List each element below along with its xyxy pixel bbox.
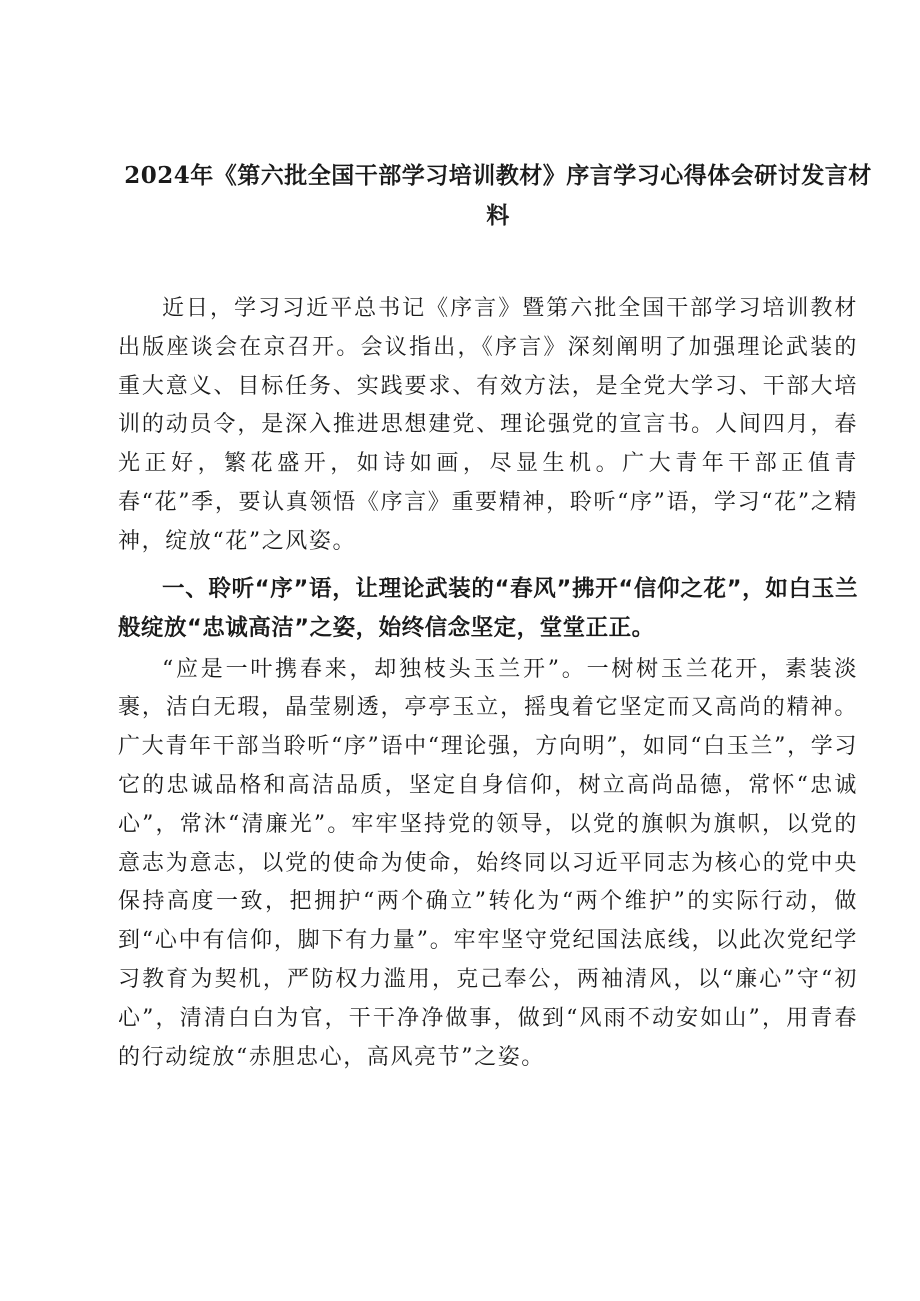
- section-heading: 一、聆听“序”语，让理论武装的“春风”拂开“信仰之花”，如白玉兰般绽放“忠诚高洁”之姿，始终信念坚定，堂堂正正。: [118, 575, 858, 641]
- section-paragraph: “应是一叶携春来，却独枝头玉兰开”。一树树玉兰花开，素装淡裹，洁白无瑕，晶莹剔透，亭亭玉立，摇曳着它坚定而又高尚的精神。广大青年干部当聆听“序”语中“理论强，方向明”，如同“白玉兰”，学习它的忠诚品格和高洁品质，坚定自身信仰，树立高尚品德，常怀“忠诚心”，常沐“清廉光”。牢牢坚持党的领导，以党的旗帜为旗帜，以党的意志为意志，以党的使命为使命，始终同以习近平同志为核心的党中央保持高度一致，把拥护“两个确立”转化为“两个维护”的实际行动，做到“心中有信仰，脚下有力量”。牢牢坚守党纪国法底线，以此次党纪学习教育为契机，严防权力滥用，克己奉公，两袖清风，以“廉心”守“初心”，清清白白为官，干干净净做事，做到“风雨不动安如山”，用青春的行动绽放“赤胆忠心，高风亮节”之姿。: [118, 656, 858, 1070]
- document-title: 2024年《第六批全国干部学习培训教材》序言学习心得体会研讨发言材料: [124, 162, 872, 229]
- document-body: [118, 290, 858, 1077]
- intro-paragraph: 近日，学习习近平总书记《序言》暨第六批全国干部学习培训教材出版座谈会在京召开。会议指出，《序言》深刻阐明了加强理论武装的重大意义、目标任务、实践要求、有效方法，是全党大学习、干部大培训的动员令，是深入推进思想建党、理论强党的宣言书。人间四月，春光正好，繁花盛开，如诗如画，尽显生机。广大青年干部正值青春“花”季，要认真领悟《序言》重要精神，聆听“序”语，学习“花”之精神，绽放“花”之风姿。: [118, 296, 858, 554]
